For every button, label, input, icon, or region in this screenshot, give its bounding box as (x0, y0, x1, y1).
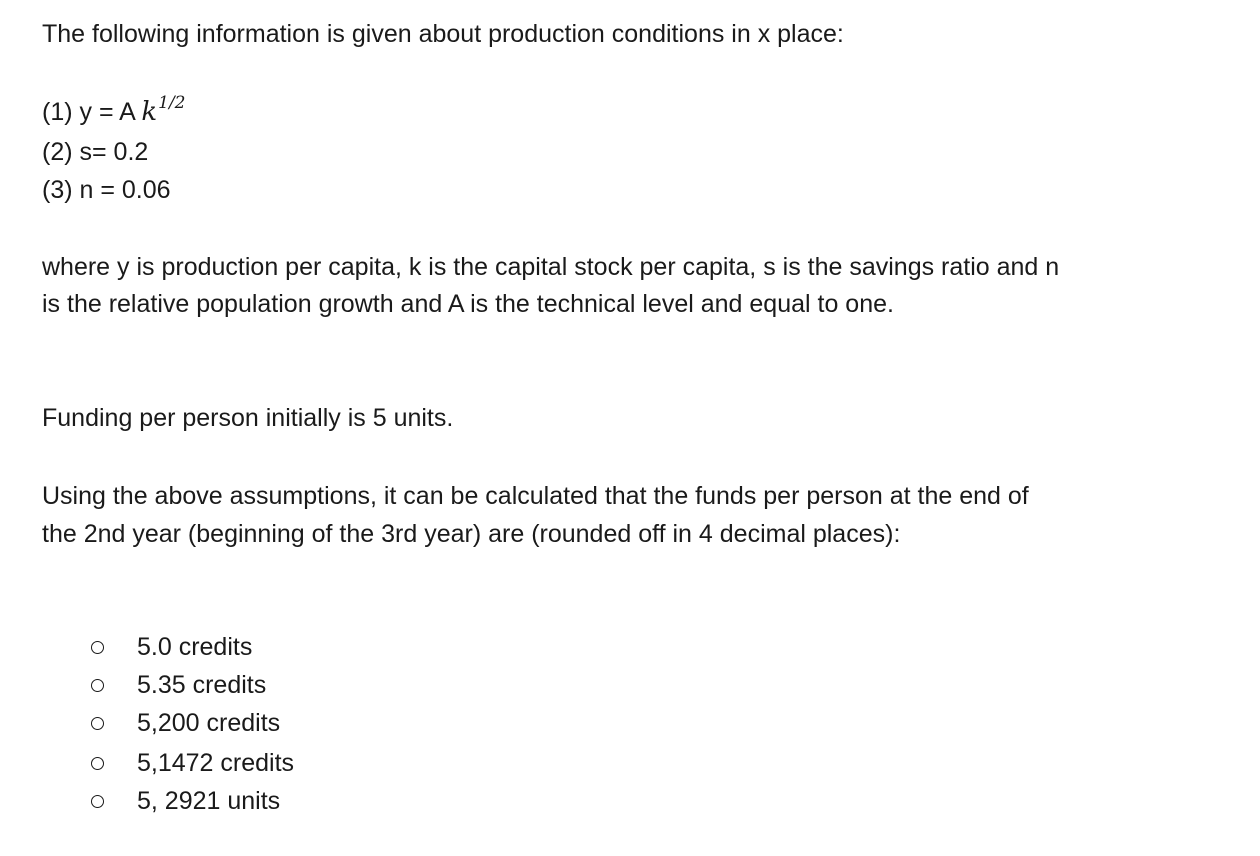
definitions-line-2: is the relative population growth and A is the technical level and equal to one. (42, 290, 894, 318)
answer-option-label: 5,200 credits (137, 709, 281, 737)
answer-option-label: 5,1472 credits (137, 749, 295, 777)
funding-text: Funding per person initially is 5 units. (42, 404, 454, 432)
equation-1-variable: k (141, 97, 158, 127)
answer-option[interactable] (88, 745, 294, 781)
radio-bullet-icon (91, 717, 104, 730)
answer-option[interactable] (88, 705, 280, 741)
intro-text: The following information is given about production conditions in x place: (42, 20, 844, 48)
definitions-line-1: where y is production per capita, k is the capital stock per capita, s is the savings ratio and n (42, 253, 1060, 281)
answer-option-label: 5.35 credits (137, 671, 267, 699)
equation-1-exponent: 1/2 (158, 93, 186, 113)
answer-option[interactable] (88, 783, 280, 819)
question-line-2: the 2nd year (beginning of the 3rd year) are (rounded off in 4 decimal places): (42, 520, 901, 548)
radio-bullet-icon (91, 641, 104, 654)
equation-3: (3) n = 0.06 (42, 176, 171, 204)
question-line-1: Using the above assumptions, it can be calculated that the funds per person at the end of (42, 482, 1029, 510)
answer-option[interactable] (88, 667, 266, 703)
equation-1-prefix: (1) y = A (42, 98, 142, 126)
answer-option-label: 5.0 credits (137, 633, 253, 661)
answer-option-label: 5, 2921 units (137, 787, 281, 815)
radio-bullet-icon (91, 795, 104, 808)
equation-1 (42, 93, 185, 134)
equation-2: (2) s= 0.2 (42, 138, 149, 166)
radio-bullet-icon (91, 757, 104, 770)
radio-bullet-icon (91, 679, 104, 692)
answer-option[interactable] (88, 629, 252, 665)
